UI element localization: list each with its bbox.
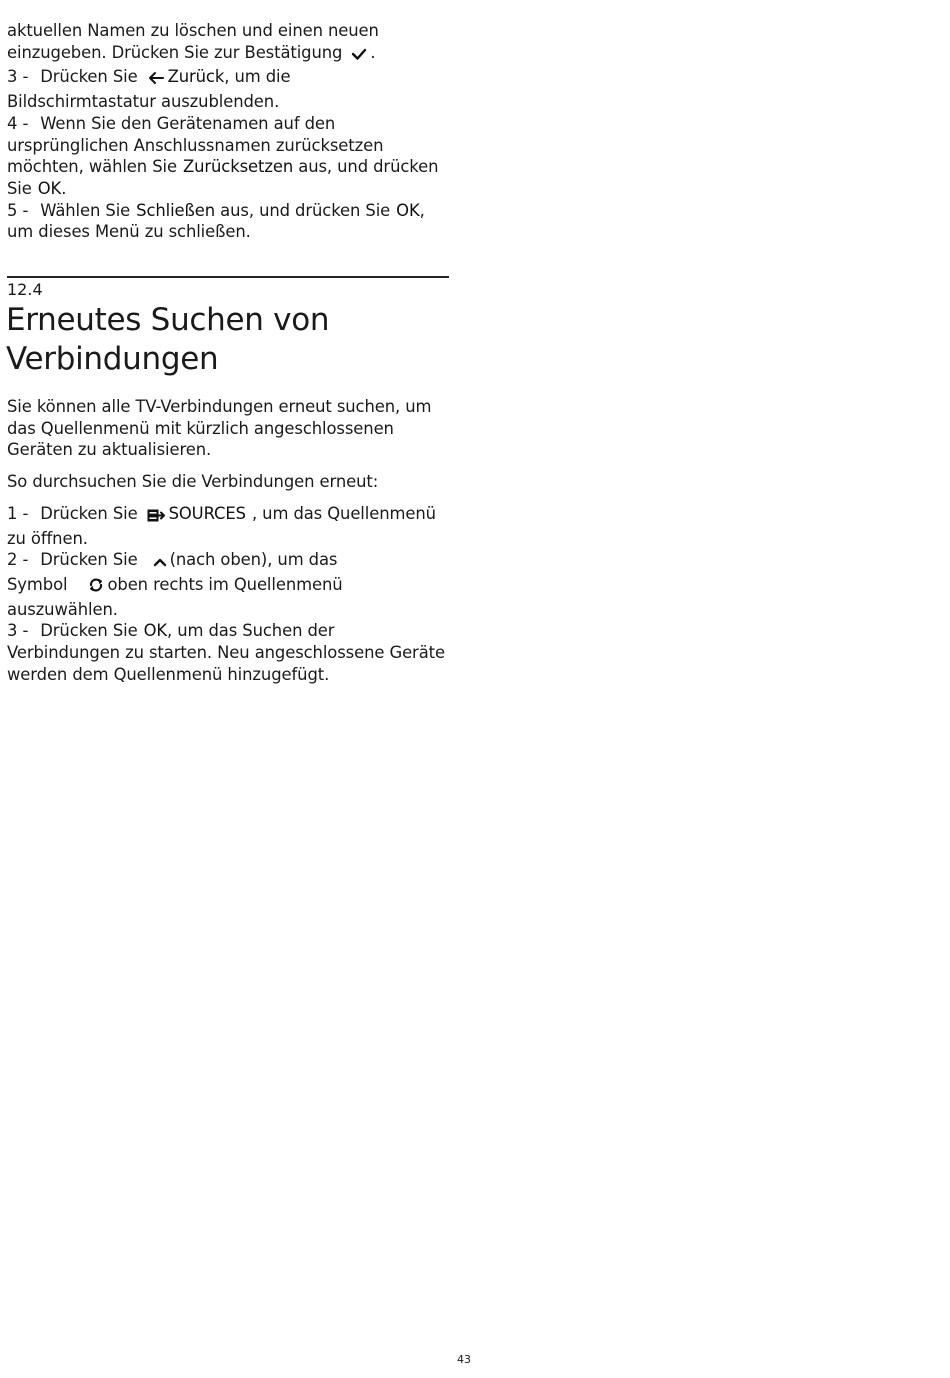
step-5: 5 - Wählen Sie Schließen aus, und drücken Sie OK, <box>7 200 425 220</box>
section-body <box>7 396 452 685</box>
section-title: Erneutes Suchen von Verbindungen <box>6 302 330 377</box>
page-content-top <box>7 20 457 243</box>
keyword-ok: OK <box>143 621 168 641</box>
refresh-icon <box>88 577 104 599</box>
text-line: werden dem Quellenmenü hinzugefügt. <box>7 664 330 684</box>
step-1: 1 - Drücken Sie SOURCES , um das Quellenmenü <box>7 503 452 528</box>
text-line: auszuwählen. <box>7 599 118 619</box>
step-2: 2 - Drücken Sie (nach oben), um das <box>7 549 452 574</box>
chevron-up-icon <box>153 552 167 574</box>
step-3: 3 - Drücken Sie Zurück, um die <box>7 66 457 91</box>
page-number: 43 <box>457 1353 471 1366</box>
step-4: 4 - Wenn Sie den Gerätenamen auf den <box>7 113 336 133</box>
instruction-paragraph: So durchsuchen Sie die Verbindungen erneut: <box>7 472 379 492</box>
text-line: um dieses Menü zu schließen. <box>7 222 251 242</box>
keyword-sources: SOURCES <box>168 503 246 523</box>
step-list <box>7 503 452 686</box>
text-line: Bildschirmtastatur auszublenden. <box>7 92 280 112</box>
checkmark-icon <box>351 45 367 67</box>
step-3: 3 - Drücken Sie OK, um das Suchen der <box>7 621 335 641</box>
arrow-left-icon <box>147 69 165 91</box>
text-line: Verbindungen zu starten. Neu angeschlossene Geräte <box>7 643 445 663</box>
text-line: zu öffnen. <box>7 528 88 548</box>
text-line: Sie OK. <box>7 178 67 198</box>
keyword-ok: OK <box>396 200 420 220</box>
text-line: Symbol oben rechts im Quellenmenü <box>7 574 452 599</box>
keyword-ok: OK <box>37 178 62 198</box>
section-number: 12.4 <box>7 280 43 299</box>
text-line: ursprünglichen Anschlussnamen zurücksetzen <box>7 135 384 155</box>
sources-input-icon <box>147 506 166 528</box>
intro-paragraph: Sie können alle TV-Verbindungen erneut suchen, um das Quellenmenü mit kürzlich angeschlossenen Geräten zu aktualisieren. <box>7 397 432 460</box>
text-line: aktuellen Namen zu löschen und einen neuen <box>7 21 379 40</box>
section-divider <box>7 276 449 278</box>
text-line: möchten, wählen Sie Zurücksetzen aus, und drücken <box>7 157 439 177</box>
step-list-continued <box>7 20 457 243</box>
keyword-zurueck: Zurück <box>167 67 225 87</box>
text-line: einzugeben. Drücken Sie zur Bestätigung . <box>7 42 457 67</box>
keyword-schliessen: Schließen <box>136 200 216 220</box>
keyword-zuruecksetzen: Zurücksetzen <box>182 157 294 177</box>
